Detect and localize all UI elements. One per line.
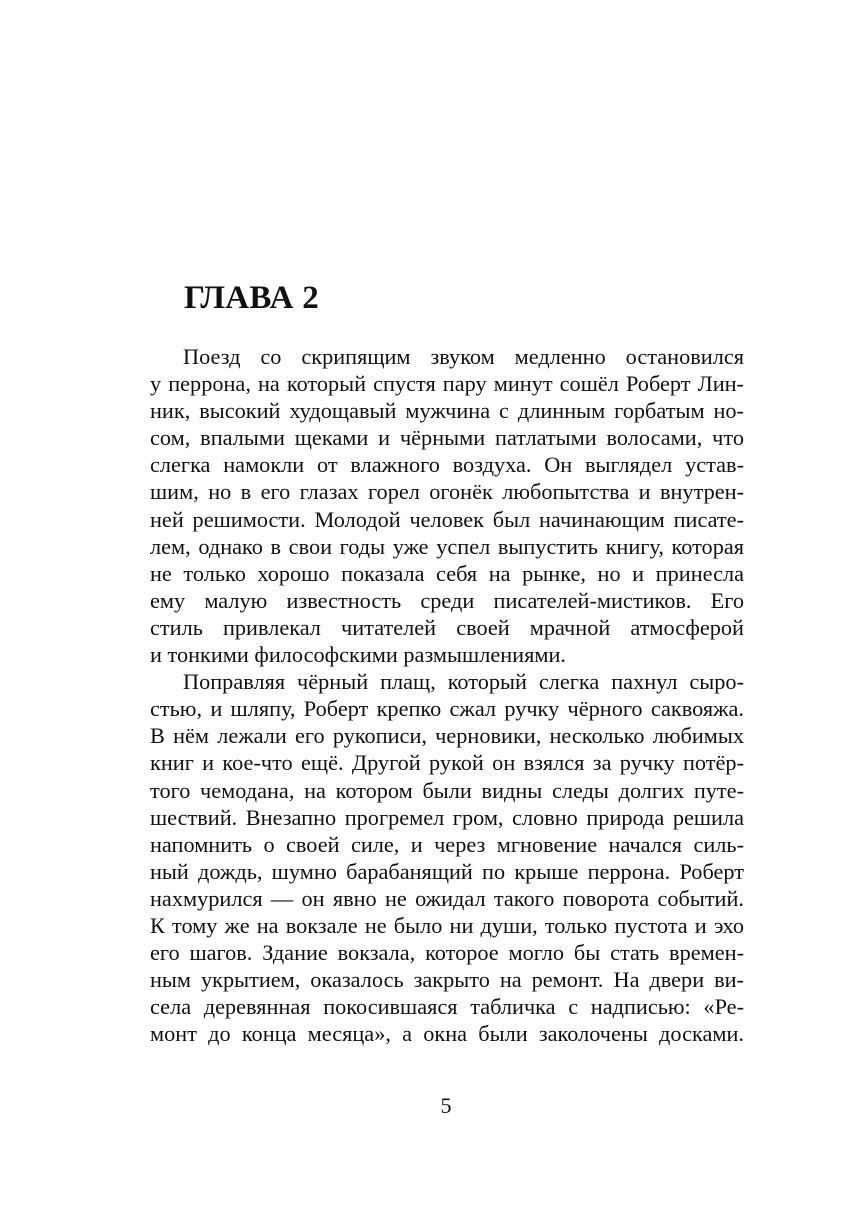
text-line: слегка намокли от влажного воздуха. Он выглядел устав-	[150, 452, 744, 478]
text-line: ным укрытием, оказалось закрыто на ремонт. На двери ви-	[150, 967, 744, 993]
text-line: шествий. Внезапно прогремел гром, словно природа решила	[150, 804, 744, 830]
text-line: монт до конца месяца», а окна были заколочены досками.	[150, 1021, 744, 1047]
text-line: нахмурился — он явно не ожидал такого поворота событий.	[150, 885, 744, 911]
text-line: села деревянная покосившаяся табличка с надписью: «Ре-	[150, 994, 744, 1020]
text-line: Поправляя чёрный плащ, который слегка пахнул сыро-	[183, 669, 744, 695]
text-line: его шагов. Здание вокзала, которое могло бы стать времен-	[150, 940, 744, 966]
text-line: К тому же на вокзале не было ни души, только пустота и эхо	[150, 912, 744, 938]
text-line: ник, высокий худощавый мужчина с длинным горбатым но-	[150, 398, 744, 424]
text-line: у перрона, на который спустя пару минут сошёл Роберт Лин-	[150, 371, 744, 397]
text-line: стиль привлекал читателей своей мрачной атмосферой	[150, 614, 744, 640]
text-line: шим, но в его глазах горел огонёк любопытства и внутрен-	[150, 479, 744, 505]
text-line: напомнить о своей силе, и через мгновение начался силь-	[150, 831, 744, 857]
text-line: ней решимости. Молодой человек был начинающим писате-	[150, 506, 744, 532]
text-line: не только хорошо показала себя на рынке, но и принесла	[150, 560, 744, 586]
text-line: В нём лежали его рукописи, черновики, несколько любимых	[150, 723, 744, 749]
text-line: лем, однако в свои годы уже успел выпустить книгу, которая	[150, 533, 744, 559]
page-number: 5	[440, 1093, 452, 1118]
text-line: того чемодана, на котором были видны следы долгих путе-	[150, 777, 744, 803]
text-line: Поезд со скрипящим звуком медленно остановился	[183, 344, 744, 369]
paragraph-1	[150, 343, 744, 668]
paragraph-2	[150, 668, 744, 1047]
text-line: книг и кое-что ещё. Другой рукой он взялся за ручку потёр-	[150, 750, 744, 776]
chapter-title: ГЛАВА 2	[184, 280, 320, 316]
text-line: ему малую известность среди писателей-мистиков. Его	[150, 587, 744, 613]
text-line: и тонкими философскими размышлениями.	[150, 642, 566, 668]
text-line: сом, впалыми щеками и чёрными патлатыми волосами, что	[150, 425, 744, 451]
text-line: стью, и шляпу, Роберт крепко сжал ручку чёрного саквояжа.	[150, 696, 744, 722]
text-line: ный дождь, шумно барабанящий по крыше перрона. Роберт	[150, 858, 744, 884]
body-text	[150, 343, 744, 1047]
